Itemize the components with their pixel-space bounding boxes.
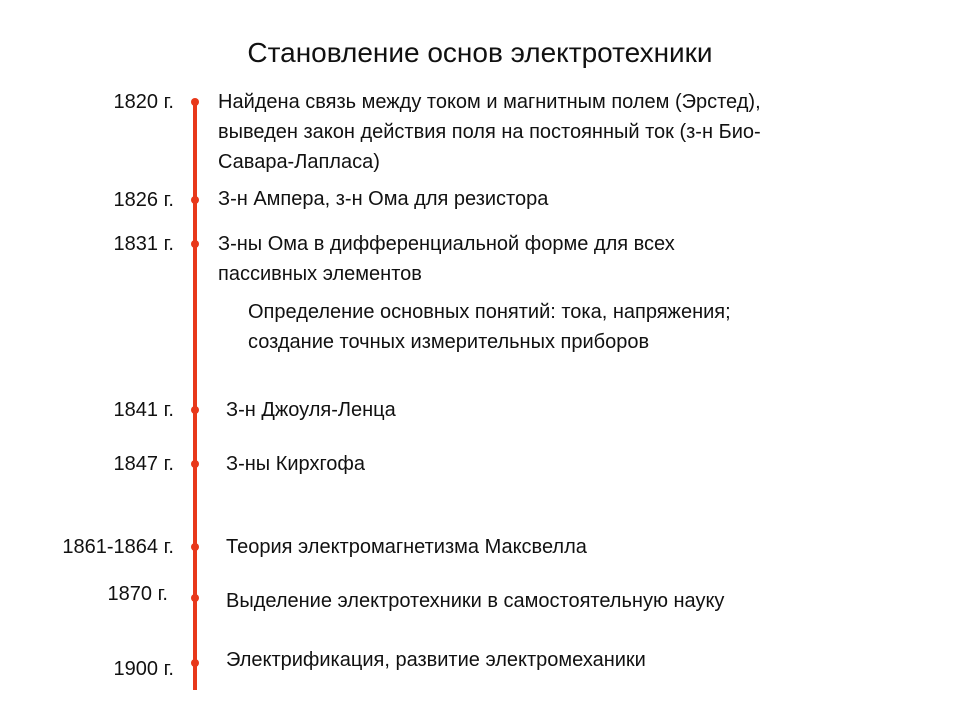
concepts-note [248, 297, 731, 357]
event-1841-line-1: З-н Джоуля-Ленца [226, 399, 396, 421]
event-1820-line-1: Найдена связь между током и магнитным полем (Эрстед), [218, 91, 761, 113]
year-1831: 1831 г. [113, 233, 174, 255]
event-1831-line-2: пассивных элементов [218, 263, 422, 285]
timeline-dot-1820 [191, 98, 199, 106]
event-1847-line-1: З-ны Кирхгофа [226, 453, 365, 475]
event-1900 [226, 645, 646, 675]
event-1847 [226, 449, 365, 479]
year-1847: 1847 г. [113, 453, 174, 475]
timeline-dot-1841 [191, 406, 199, 414]
year-1826: 1826 г. [113, 189, 174, 211]
concepts-note-line-1: Определение основных понятий: тока, напряжения; [248, 301, 731, 323]
concepts-note-line-2: создание точных измерительных приборов [248, 331, 650, 353]
timeline-dot-1826 [191, 196, 199, 204]
event-1820-line-3: Савара-Лапласа) [218, 151, 380, 173]
year-1900: 1900 г. [113, 658, 174, 680]
slide-title: Становление основ электротехники [247, 37, 713, 68]
event-1900-line-1: Электрификация, развитие электромеханики [226, 649, 646, 671]
timeline-dot-1861 [191, 543, 199, 551]
year-1870: 1870 г. [107, 583, 168, 605]
event-1861-1864 [226, 532, 587, 562]
year-1861-1864: 1861-1864 г. [62, 536, 174, 558]
year-1820: 1820 г. [113, 91, 174, 113]
event-1831 [218, 229, 675, 289]
event-1870 [226, 586, 724, 616]
timeline-dot-1870 [191, 594, 199, 602]
timeline-dot-1831 [191, 240, 199, 248]
event-1861-1864-line-1: Теория электромагнетизма Максвелла [226, 536, 587, 558]
event-1831-line-1: З-ны Ома в дифференциальной форме для всех [218, 233, 675, 255]
event-1820-line-2: выведен закон действия поля на постоянный ток (з-н Био- [218, 121, 761, 143]
event-1841 [226, 395, 396, 425]
timeline-dot-1847 [191, 460, 199, 468]
event-1826 [218, 184, 548, 214]
event-1826-line-1: З-н Ампера, з-н Ома для резистора [218, 188, 549, 210]
timeline-dot-1900 [191, 659, 199, 667]
event-1870-line-1: Выделение электротехники в самостоятельную науку [226, 590, 725, 612]
year-1841: 1841 г. [113, 399, 174, 421]
event-1820 [218, 87, 761, 177]
